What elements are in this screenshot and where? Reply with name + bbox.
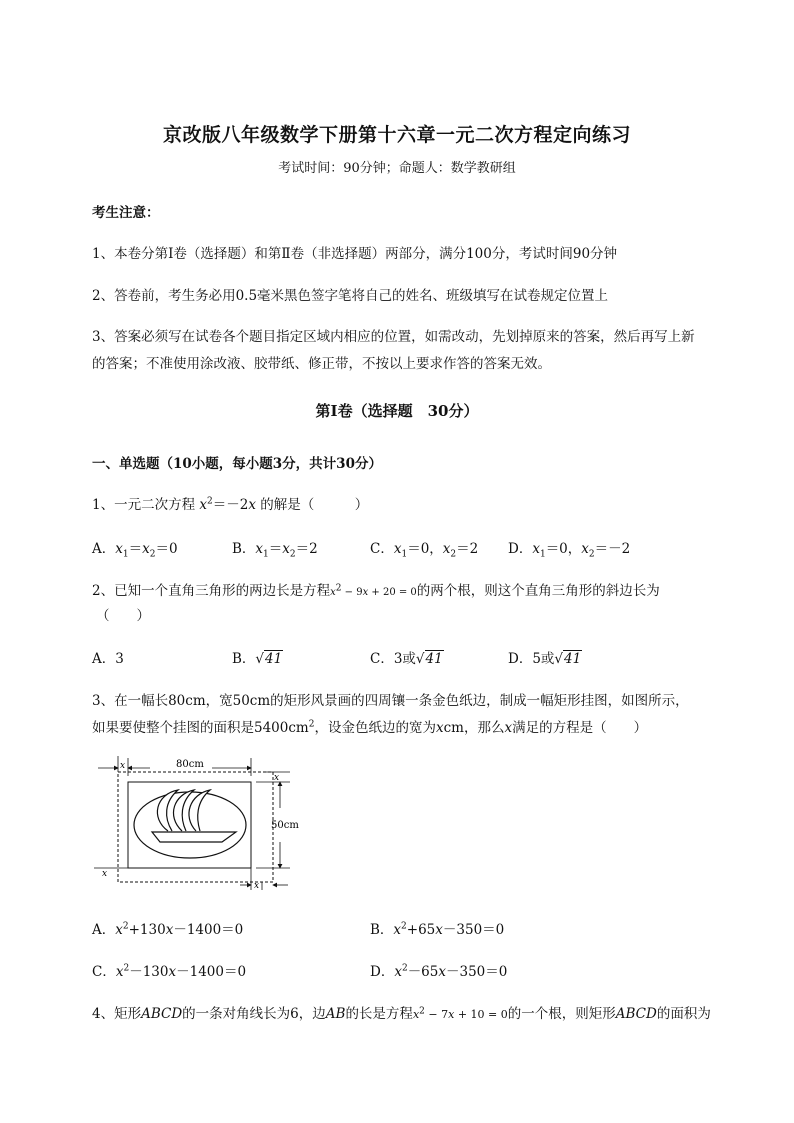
height-label: 50cm <box>271 820 299 831</box>
option-letter: B． <box>232 541 256 557</box>
sail-icon <box>189 790 210 831</box>
q2-stem-part: 的两个根，则这个直角三角形的斜边长为 <box>416 583 660 599</box>
sqrt-41: √41 <box>255 651 283 667</box>
q4-stem-part: 的一条对角线长为6，边 <box>182 1006 326 1022</box>
sqrt-41: √41 <box>554 651 582 667</box>
q3-stem-part: 满足的方程是（ ） <box>512 720 648 736</box>
x-label-right: x <box>274 773 280 783</box>
q4-stem-part: 的长是方程 <box>345 1006 413 1022</box>
option-letter: D． <box>508 541 533 557</box>
x-label-bottom: x <box>254 881 260 891</box>
option-letter: A． <box>92 922 116 938</box>
q1-option-c[interactable]: C．$x_1=0$，$x_2=2$ <box>370 541 479 560</box>
x-label-left: x <box>102 869 108 879</box>
q1-stem-part: 的解是（ ） <box>260 497 369 513</box>
q3-option-c[interactable]: C．$x^2-130x-1400=0$ <box>92 963 247 980</box>
note-item-1: 1、本卷分第I卷（选择题）和第Ⅱ卷（非选择题）两部分，满分100分，考试时间90分钟 <box>92 246 618 262</box>
option-letter: D． <box>370 964 395 980</box>
q4-stem-part: 的面积为 <box>656 1006 711 1022</box>
option-text: C．3或 <box>370 651 416 667</box>
radicand: 41 <box>265 651 283 667</box>
radicand: 41 <box>425 651 443 667</box>
option-letter: B． <box>370 922 394 938</box>
radicand: 41 <box>564 651 582 667</box>
note-item-2: 2、答卷前，考生务必用0.5毫米黑色签字笔将自己的姓名、班级填写在试卷规定位置上 <box>92 288 609 304</box>
section-title: 第I卷（选择题 30分） <box>315 402 479 420</box>
q1-option-a[interactable]: A．$x_1=x_2=0$ <box>92 541 178 560</box>
note-item-3-line-1: 3、答案必须写在试卷各个题目指定区域内相应的位置，如需改动，先划掉原来的答案，然后再写上新 <box>92 329 695 345</box>
hull-icon <box>152 832 236 842</box>
q2-stem-part: 2、已知一个直角三角形的两边长是方程 <box>92 583 331 599</box>
q3-option-a[interactable]: A．$x^2+130x-1400=0$ <box>92 921 244 938</box>
question-3-line-2: 如果要使整个挂图的面积是$5400cm^2$，设金色纸边的宽为xcm，那么x满足的方程是（ ） <box>92 719 648 736</box>
q1-stem-part: 1、一元二次方程 <box>92 497 196 513</box>
question-3-line-1: 3、在一幅长80cm，宽50cm的矩形风景画的四周镶一条金色纸边，制成一幅矩形挂图，如图所示， <box>92 693 689 709</box>
page-title: 京改版八年级数学下册第十六章一元二次方程定向练习 <box>162 124 631 146</box>
q3-stem-part: cm，那么 <box>443 720 505 736</box>
exam-info: 考试时间：90分钟；命题人：数学教研组 <box>278 161 516 176</box>
option-letter: C． <box>92 964 116 980</box>
option-letter: C． <box>370 541 394 557</box>
option-letter: A． <box>92 541 116 557</box>
q3-option-d[interactable]: D．$x^2-65x-350=0$ <box>370 963 508 980</box>
part-heading: 一、单选题（10小题，每小题3分，共计30分） <box>92 456 382 472</box>
q2-stem-bracket: （ ） <box>96 608 150 624</box>
q4-stem-part: 4、矩形 <box>92 1006 142 1022</box>
q2-option-b[interactable] <box>232 647 283 667</box>
q4-stem-part: 的一个根，则矩形 <box>507 1006 616 1022</box>
note-item-3-line-2: 的答案；不准使用涂改液、胶带纸、修正带，不按以上要求作答的答案无效。 <box>92 356 551 372</box>
notes-heading: 考生注意： <box>92 205 160 221</box>
q2-option-a[interactable]: A．3 <box>92 651 124 667</box>
picture-frame-figure <box>90 752 300 892</box>
q3-option-b[interactable]: B．$x^2+65x-350=0$ <box>370 921 505 938</box>
sqrt-41: √41 <box>415 651 443 667</box>
option-text: D．5或 <box>508 651 555 667</box>
x-label-top: x <box>120 761 126 771</box>
q1-option-d[interactable]: D．$x_1=0$，$x_2=-2$ <box>508 541 631 560</box>
question-2-stem: 2、已知一个直角三角形的两边长是方程$x^2 - 9x + 20 = 0$的两个根，则这个直角三角形的斜边长为 <box>92 583 660 599</box>
q3-stem-part: ，设金色纸边的宽为 <box>314 720 436 736</box>
question-4-stem: 4、矩形ABCD的一条对角线长为6，边AB的长是方程$x^2 - 7x + 10 = 0$的一个根，则矩形ABCD的面积为 <box>92 1006 711 1022</box>
scene-ellipse <box>134 792 246 858</box>
q3-stem-part: 如果要使整个挂图的面积是5400cm <box>92 720 309 736</box>
width-label: 80cm <box>176 759 204 770</box>
question-1-stem: 1、一元二次方程 $x^2=-2x$ 的解是（ ） <box>92 496 369 513</box>
q2-option-c[interactable] <box>370 647 444 667</box>
q1-option-b[interactable]: B．$x_1=x_2=2$ <box>232 541 318 560</box>
q2-option-d[interactable] <box>508 647 582 667</box>
option-letter: B． <box>232 651 256 667</box>
